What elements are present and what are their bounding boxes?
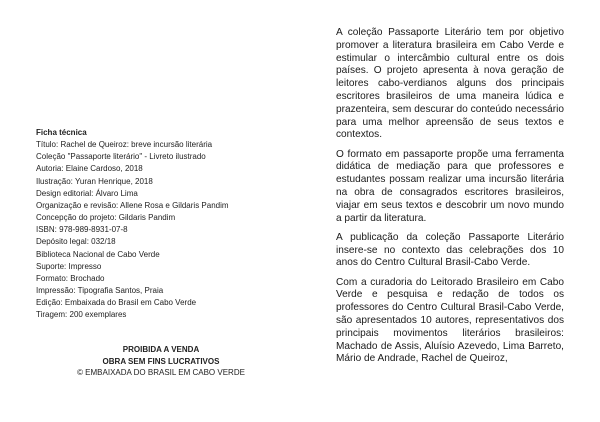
body-paragraph: Com a curadoria do Leitorado Brasileiro em Cabo Verde e pesquisa e redação de todos os professores do Centro Cultural Brasil-Cabo Verde, são apresentados 10 autores, representativos dos principais movimentos literários brasileiros: Machado de Assis, Aluísio Azevedo, Lima Barreto, Mário de Andrade, Rachel de Queiroz, <box>336 276 564 365</box>
body-paragraph: A coleção Passaporte Literário tem por objetivo promover a literatura brasileira em Cabo Verde e estimular o intercâmbio cultural entre os dois países. O projeto apresenta à nova geração de leitores cabo-verdianos alguns dos principais escritores brasileiros de uma maneira lúdica e prazenteira, sem descurar do conteúdo necessário para uma melhor apreensão de seus textos e contextos. <box>336 27 564 141</box>
body-paragraph: A publicação da coleção Passaporte Literário insere-se no contexto das celebrações dos 10 anos do Centro Cultural Brasil-Cabo Verde. <box>336 231 564 269</box>
ficha-line-suporte: Suporte: Impresso <box>36 261 102 271</box>
ficha-line-autoria: Autoria: Elaine Cardoso, 2018 <box>36 164 143 174</box>
ficha-line-tiragem: Tiragem: 200 exemplares <box>36 310 127 320</box>
notice-not-for-sale: PROIBIDA A VENDA <box>122 345 200 354</box>
ficha-line-colecao: Coleção "Passaporte literário" - Livreto ilustrado <box>36 152 206 162</box>
ficha-line-organizacao: Organização e revisão: Allene Rosa e Gildaris Pandim <box>36 200 229 210</box>
ficha-line-formato: Formato: Brochado <box>36 273 105 283</box>
body-text <box>336 27 564 372</box>
ficha-line-isbn: ISBN: 978-989-8931-07-8 <box>36 225 128 235</box>
ficha-line-impressao: Impressão: Tipografia Santos, Praia <box>36 286 164 296</box>
notice-non-profit: OBRA SEM FINS LUCRATIVOS <box>102 356 220 366</box>
notice-copyright: © EMBAIXADA DO BRASIL EM CABO VERDE <box>77 368 245 377</box>
ficha-line-edicao: Edição: Embaixada do Brasil em Cabo Verde <box>36 298 197 308</box>
ficha-line-concepcao: Concepção do projeto: Gildaris Pandim <box>36 213 176 223</box>
ficha-line-biblioteca: Biblioteca Nacional de Cabo Verde <box>36 249 160 259</box>
ficha-line-deposito: Depósito legal: 032/18 <box>36 237 116 247</box>
ficha-title: Ficha técnica <box>36 128 87 137</box>
ficha-line-titulo: Título: Rachel de Queiroz: breve incursão literária <box>36 140 213 150</box>
ficha-line-design: Design editorial: Álvaro Lima <box>36 188 138 198</box>
copyright-notice <box>36 344 286 379</box>
body-paragraph: O formato em passaporte propõe uma ferramenta didática de mediação para que professores e estudantes possam realizar uma incursão literária na obra de consagrados escritores brasileiros, viajar em seus textos e descobrir um novo mundo a partir da literatura. <box>336 148 564 224</box>
ficha-line-ilustracao: Ilustração: Yuran Henrique, 2018 <box>36 176 153 186</box>
ficha-tecnica <box>36 127 286 322</box>
